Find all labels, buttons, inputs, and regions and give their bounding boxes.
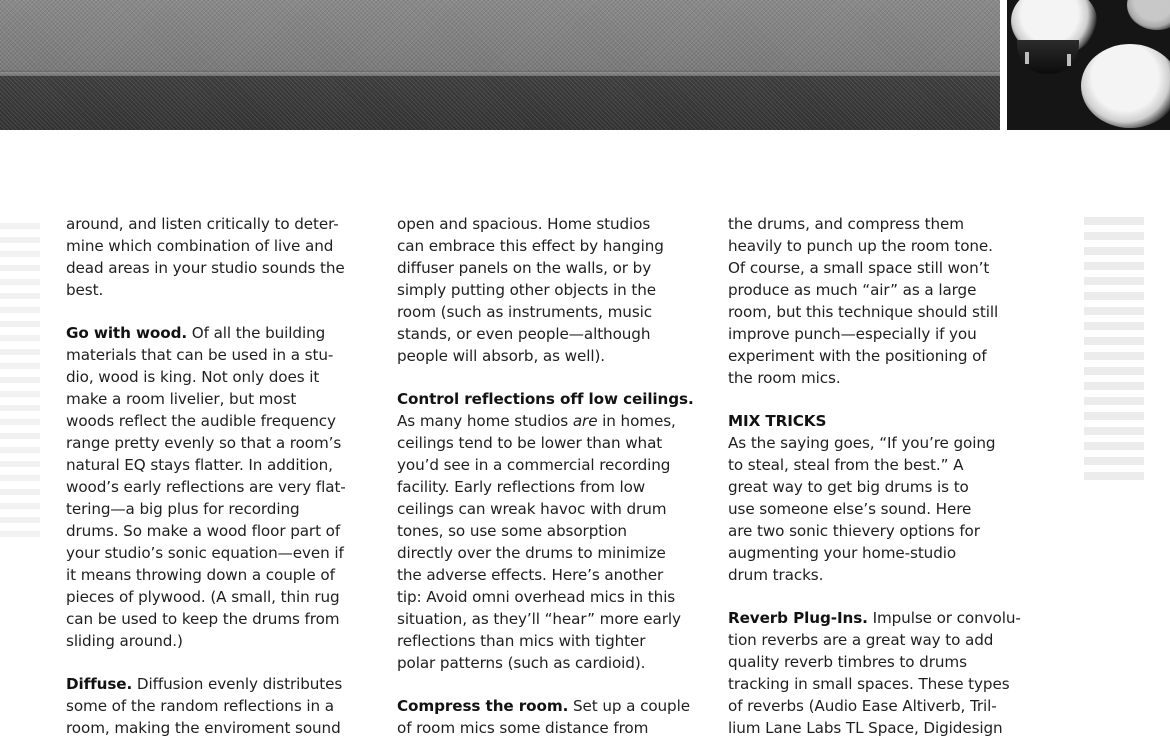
body-text: people will absorb, as well). xyxy=(397,347,606,365)
text-line xyxy=(728,279,1048,301)
text-line xyxy=(66,520,386,542)
body-text: Impulse or convolu- xyxy=(867,609,1021,627)
body-text: lium Lane Labs TL Space, Digidesign xyxy=(728,719,1003,737)
body-text: sliding around.) xyxy=(66,632,183,650)
body-text: to steal, steal from the best.” A xyxy=(728,456,964,474)
text-line xyxy=(397,213,719,235)
text-line xyxy=(66,366,386,388)
body-text: you’d see in a commercial recording xyxy=(397,456,671,474)
text-line xyxy=(66,564,386,586)
text-line xyxy=(397,345,719,367)
body-text: ceilings can wreak havoc with drum xyxy=(397,500,667,518)
body-text: of room mics some distance from xyxy=(397,719,649,737)
body-text: tracking in small spaces. These types xyxy=(728,675,1010,693)
body-text: range pretty evenly so that a room’s xyxy=(66,434,342,452)
body-text: diffuser panels on the walls, or by xyxy=(397,259,652,277)
text-line xyxy=(728,301,1048,323)
body-text: tones, so use some absorption xyxy=(397,522,627,540)
body-text: best. xyxy=(66,281,104,299)
body-text: the adverse effects. Here’s another xyxy=(397,566,664,584)
text-line xyxy=(66,454,386,476)
body-text: materials that can be used in a stu- xyxy=(66,346,334,364)
body-text: dio, wood is king. Not only does it xyxy=(66,368,320,386)
body-text: room, making the enviroment sound xyxy=(66,719,341,737)
body-text: great way to get big drums is to xyxy=(728,478,969,496)
body-text: can be used to keep the drums from xyxy=(66,610,340,628)
emphasis-text: are xyxy=(572,412,598,430)
text-line xyxy=(397,410,719,432)
body-text: your studio’s sonic equation—even if xyxy=(66,544,344,562)
band-seam xyxy=(0,72,1000,76)
body-text: facility. Early reflections from low xyxy=(397,478,646,496)
paragraph-gap xyxy=(66,652,386,673)
body-text: around, and listen critically to deter- xyxy=(66,215,339,233)
text-line xyxy=(728,345,1048,367)
text-line xyxy=(66,673,386,695)
body-text: reflections than mics with tighter xyxy=(397,632,646,650)
body-text: woods reflect the audible frequency xyxy=(66,412,336,430)
text-line xyxy=(728,257,1048,279)
body-text: drums. So make a wood floor part of xyxy=(66,522,341,540)
run-in-heading: Diffuse. xyxy=(66,675,133,693)
bleed-through-right xyxy=(1050,210,1170,630)
text-line xyxy=(397,652,719,674)
text-line xyxy=(66,695,386,717)
body-text: make a room livelier, but most xyxy=(66,390,297,408)
text-line xyxy=(66,257,386,279)
run-in-heading: Reverb Plug-Ins. xyxy=(728,609,868,627)
text-line xyxy=(397,542,719,564)
body-text: simply putting other objects in the xyxy=(397,281,657,299)
text-line xyxy=(728,432,1048,454)
text-line xyxy=(66,279,386,301)
text-line xyxy=(66,542,386,564)
text-line xyxy=(397,235,719,257)
body-text: tip: Avoid omni overhead mics in this xyxy=(397,588,676,606)
body-text: pieces of plywood. (A small, thin rug xyxy=(66,588,340,606)
body-text: room (such as instruments, music xyxy=(397,303,653,321)
body-text: it means throwing down a couple of xyxy=(66,566,335,584)
text-line xyxy=(728,695,1048,717)
body-text: heavily to punch up the room tone. xyxy=(728,237,993,255)
body-text: situation, as they’ll “hear” more early xyxy=(397,610,681,628)
body-text: Diffusion evenly distributes xyxy=(132,675,343,693)
text-line xyxy=(397,586,719,608)
body-text: polar patterns (such as cardioid). xyxy=(397,654,646,672)
body-text: wood’s early reflections are very flat- xyxy=(66,478,346,496)
text-line xyxy=(397,454,719,476)
body-text: directly over the drums to minimize xyxy=(397,544,666,562)
drum-kit-photo xyxy=(1007,0,1170,130)
text-line xyxy=(728,629,1048,651)
text-line xyxy=(397,257,719,279)
header-texture-band xyxy=(0,0,1000,130)
text-line xyxy=(66,235,386,257)
body-text: natural EQ stays flatter. In addition, xyxy=(66,456,333,474)
run-in-heading: Compress the room. xyxy=(397,697,569,715)
text-line xyxy=(397,432,719,454)
text-line xyxy=(397,279,719,301)
body-text: Of all the building xyxy=(187,324,326,342)
text-line xyxy=(66,213,386,235)
text-column-3 xyxy=(728,213,1048,739)
text-line xyxy=(397,564,719,586)
text-line xyxy=(728,564,1048,586)
body-text: the room mics. xyxy=(728,369,841,387)
text-line xyxy=(66,476,386,498)
body-text: room, but this technique should still xyxy=(728,303,999,321)
body-text: of reverbs (Audio Ease Altiverb, Tril- xyxy=(728,697,997,715)
body-text: mine which combination of live and xyxy=(66,237,334,255)
body-text: the drums, and compress them xyxy=(728,215,964,233)
text-line xyxy=(66,410,386,432)
body-text: As many home studios xyxy=(397,412,573,430)
body-text: experiment with the positioning of xyxy=(728,347,987,365)
body-text: improve punch—especially if you xyxy=(728,325,977,343)
text-line xyxy=(728,717,1048,739)
body-text: augmenting your home-studio xyxy=(728,544,957,562)
text-line xyxy=(397,301,719,323)
text-line xyxy=(66,608,386,630)
body-text: open and spacious. Home studios xyxy=(397,215,651,233)
body-text: use someone else’s sound. Here xyxy=(728,500,972,518)
body-text: tion reverbs are a great way to add xyxy=(728,631,994,649)
text-line xyxy=(728,213,1048,235)
text-line xyxy=(397,323,719,345)
body-text: tering—a big plus for recording xyxy=(66,500,300,518)
paragraph-gap xyxy=(397,367,719,388)
text-line xyxy=(397,520,719,542)
text-line xyxy=(728,651,1048,673)
text-line xyxy=(728,498,1048,520)
body-text: ceilings tend to be lower than what xyxy=(397,434,663,452)
cymbal-shape xyxy=(1127,0,1170,30)
text-line xyxy=(728,476,1048,498)
paragraph-gap xyxy=(66,301,386,322)
paragraph-gap xyxy=(397,674,719,695)
snare-drum-head xyxy=(1081,44,1170,128)
text-column-1 xyxy=(66,213,386,739)
body-text: As the saying goes, “If you’re going xyxy=(728,434,996,452)
body-text: stands, or even people—although xyxy=(397,325,651,343)
text-line xyxy=(728,542,1048,564)
body-text: in homes, xyxy=(597,412,676,430)
text-line xyxy=(397,608,719,630)
text-line xyxy=(66,717,386,739)
run-in-heading: Control reflections off low ceilings. xyxy=(397,390,694,408)
body-text: quality reverb timbres to drums xyxy=(728,653,967,671)
text-line xyxy=(66,388,386,410)
body-text: Of course, a small space still won’t xyxy=(728,259,990,277)
text-line xyxy=(728,323,1048,345)
drum-lug xyxy=(1025,52,1029,64)
text-line xyxy=(397,630,719,652)
text-line xyxy=(66,630,386,652)
bleed-through-left xyxy=(0,215,60,735)
text-line xyxy=(728,367,1048,389)
text-line xyxy=(66,344,386,366)
body-text: some of the random reflections in a xyxy=(66,697,334,715)
text-line xyxy=(728,410,1048,432)
text-line xyxy=(728,520,1048,542)
text-line xyxy=(66,432,386,454)
body-text: dead areas in your studio sounds the xyxy=(66,259,345,277)
body-text: are two sonic thievery options for xyxy=(728,522,980,540)
text-line xyxy=(66,322,386,344)
text-line xyxy=(397,498,719,520)
text-line xyxy=(728,235,1048,257)
body-text: Set up a couple xyxy=(568,697,690,715)
text-line xyxy=(397,717,719,739)
body-text: drum tracks. xyxy=(728,566,824,584)
text-line xyxy=(66,586,386,608)
text-line xyxy=(397,695,719,717)
text-column-2 xyxy=(397,213,719,739)
run-in-heading: MIX TRICKS xyxy=(728,412,827,430)
text-line xyxy=(728,454,1048,476)
text-line xyxy=(397,476,719,498)
text-line xyxy=(728,607,1048,629)
text-line xyxy=(66,498,386,520)
body-text: can embrace this effect by hanging xyxy=(397,237,664,255)
run-in-heading: Go with wood. xyxy=(66,324,188,342)
text-line xyxy=(728,673,1048,695)
drum-lug xyxy=(1067,54,1071,66)
body-text: produce as much “air” as a large xyxy=(728,281,977,299)
text-line xyxy=(397,388,719,410)
paragraph-gap xyxy=(728,389,1048,410)
paragraph-gap xyxy=(728,586,1048,607)
